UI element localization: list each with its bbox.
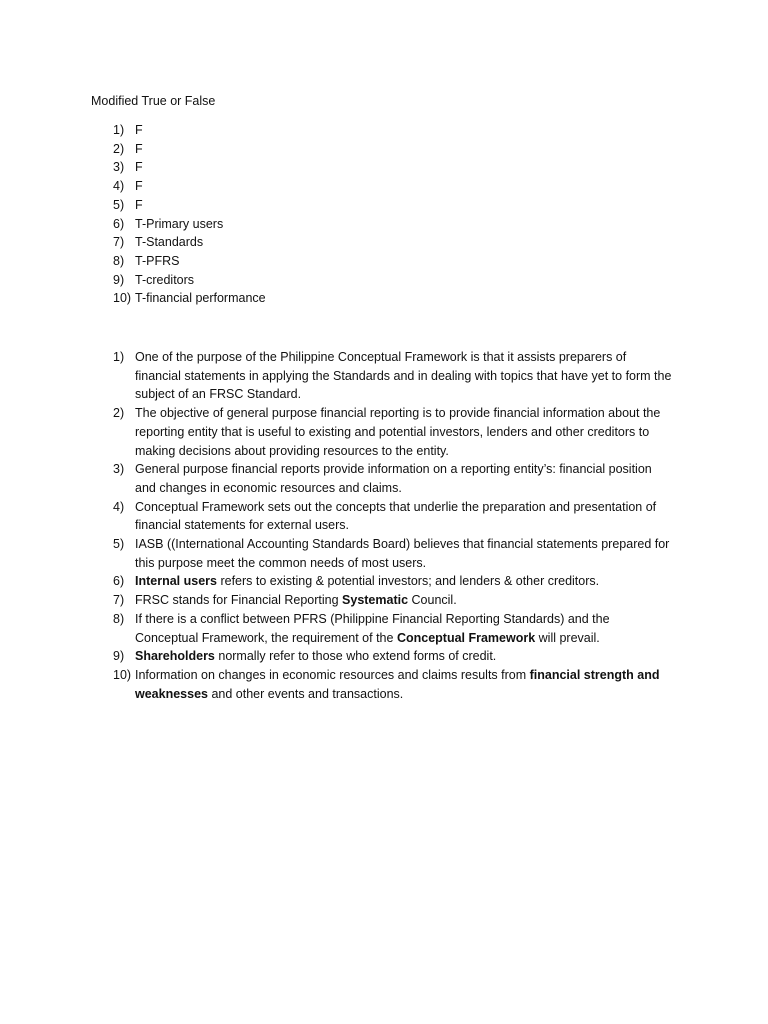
item-number: 3) <box>113 160 125 175</box>
emphasized-term: Systematic <box>342 593 409 608</box>
emphasized-term: Internal users <box>135 574 217 589</box>
answer-item <box>0 140 675 159</box>
emphasized-term: Shareholders <box>135 649 215 664</box>
answer-text: T-financial performance <box>135 291 266 306</box>
answer-key-list <box>0 121 675 308</box>
answer-text: T-Standards <box>135 235 204 250</box>
statement-item <box>0 348 675 404</box>
answer-text: F <box>135 160 143 175</box>
item-number: 8) <box>113 611 125 626</box>
statement-text-after: and other events and transactions. <box>207 686 404 701</box>
answer-item <box>0 289 675 308</box>
statements-list <box>0 348 675 703</box>
answer-text: T-Primary users <box>135 216 224 231</box>
item-number: 3) <box>113 462 125 477</box>
statement-item <box>0 535 675 572</box>
statement-text <box>135 591 675 610</box>
statement-text-before: If there is a conflict between PFRS (Philippine Financial Reporting Standards) and the Conceptual Framework, the requirement of the <box>135 611 610 645</box>
emphasized-term: Conceptual Framework <box>396 630 536 645</box>
answer-item <box>0 158 675 177</box>
item-number: 4) <box>113 179 125 194</box>
answer-item <box>0 121 675 140</box>
item-number: 9) <box>113 272 125 287</box>
answer-text: T-PFRS <box>135 253 180 268</box>
statement-text-after: Council. <box>408 593 457 608</box>
statement-item <box>0 460 675 497</box>
item-number: 6) <box>113 216 125 231</box>
item-number: 8) <box>113 253 125 268</box>
item-number: 4) <box>113 499 125 514</box>
statement-text <box>135 666 675 703</box>
item-number: 6) <box>113 574 125 589</box>
statement-text-after: normally refer to those who extend forms of credit. <box>214 649 497 664</box>
statement-text <box>135 610 675 647</box>
item-number: 7) <box>113 235 125 250</box>
answer-item <box>0 252 675 271</box>
item-number: 9) <box>113 649 125 664</box>
answer-item <box>0 215 675 234</box>
statement-text: The objective of general purpose financial reporting is to provide financial information about the reporting entity that is useful to existing and potential investors, lenders and other creditors to making decisions about providing resources to the entity. <box>135 406 661 458</box>
answer-text: F <box>135 197 143 212</box>
item-number: 10) <box>113 667 132 682</box>
item-number: 5) <box>113 537 125 552</box>
answer-text: F <box>135 141 143 156</box>
statement-text: IASB ((International Accounting Standards Board) believes that financial statements prepared for this purpose meet the common needs of most users. <box>135 537 670 570</box>
emphasized-term: financial strength and weaknesses <box>135 667 660 701</box>
answer-text: F <box>135 123 143 137</box>
statement-text <box>135 647 675 666</box>
item-number: 1) <box>113 123 125 137</box>
statement-item <box>0 591 675 610</box>
answer-item <box>0 271 675 290</box>
statement-text-after: refers to existing & potential investors; and lenders & other creditors. <box>216 574 600 589</box>
answer-item <box>0 196 675 215</box>
section-title: Modified True or False <box>91 94 216 108</box>
statement-text-before: Information on changes in economic resources and claims results from <box>135 667 530 682</box>
item-number: 2) <box>113 141 125 156</box>
statement-item <box>0 498 675 535</box>
item-number: 2) <box>113 406 125 421</box>
statement-text: One of the purpose of the Philippine Conceptual Framework is that it assists preparers of financial statements in applying the Standards and in dealing with topics that have yet to form the subject of an FRSC Standard. <box>135 350 672 402</box>
statement-item <box>0 666 675 703</box>
item-number: 10) <box>113 291 132 306</box>
answer-text: T-creditors <box>135 272 195 287</box>
statement-item <box>0 647 675 666</box>
statement-item <box>0 404 675 460</box>
statement-text-before: FRSC stands for Financial Reporting <box>135 593 343 608</box>
statement-item <box>0 572 675 591</box>
statement-text: Conceptual Framework sets out the concepts that underlie the preparation and presentation of financial statements for external users. <box>135 499 657 533</box>
answer-item <box>0 177 675 196</box>
statement-text: General purpose financial reports provide information on a reporting entity’s: financial position and changes in economic resources and claims. <box>135 462 652 495</box>
statement-text-after: will prevail. <box>535 630 600 645</box>
item-number: 1) <box>113 350 125 364</box>
answer-text: F <box>135 179 143 194</box>
item-number: 5) <box>113 197 125 212</box>
statement-text <box>135 572 675 591</box>
item-number: 7) <box>113 593 125 608</box>
answer-item <box>0 233 675 252</box>
statement-item <box>0 610 675 647</box>
